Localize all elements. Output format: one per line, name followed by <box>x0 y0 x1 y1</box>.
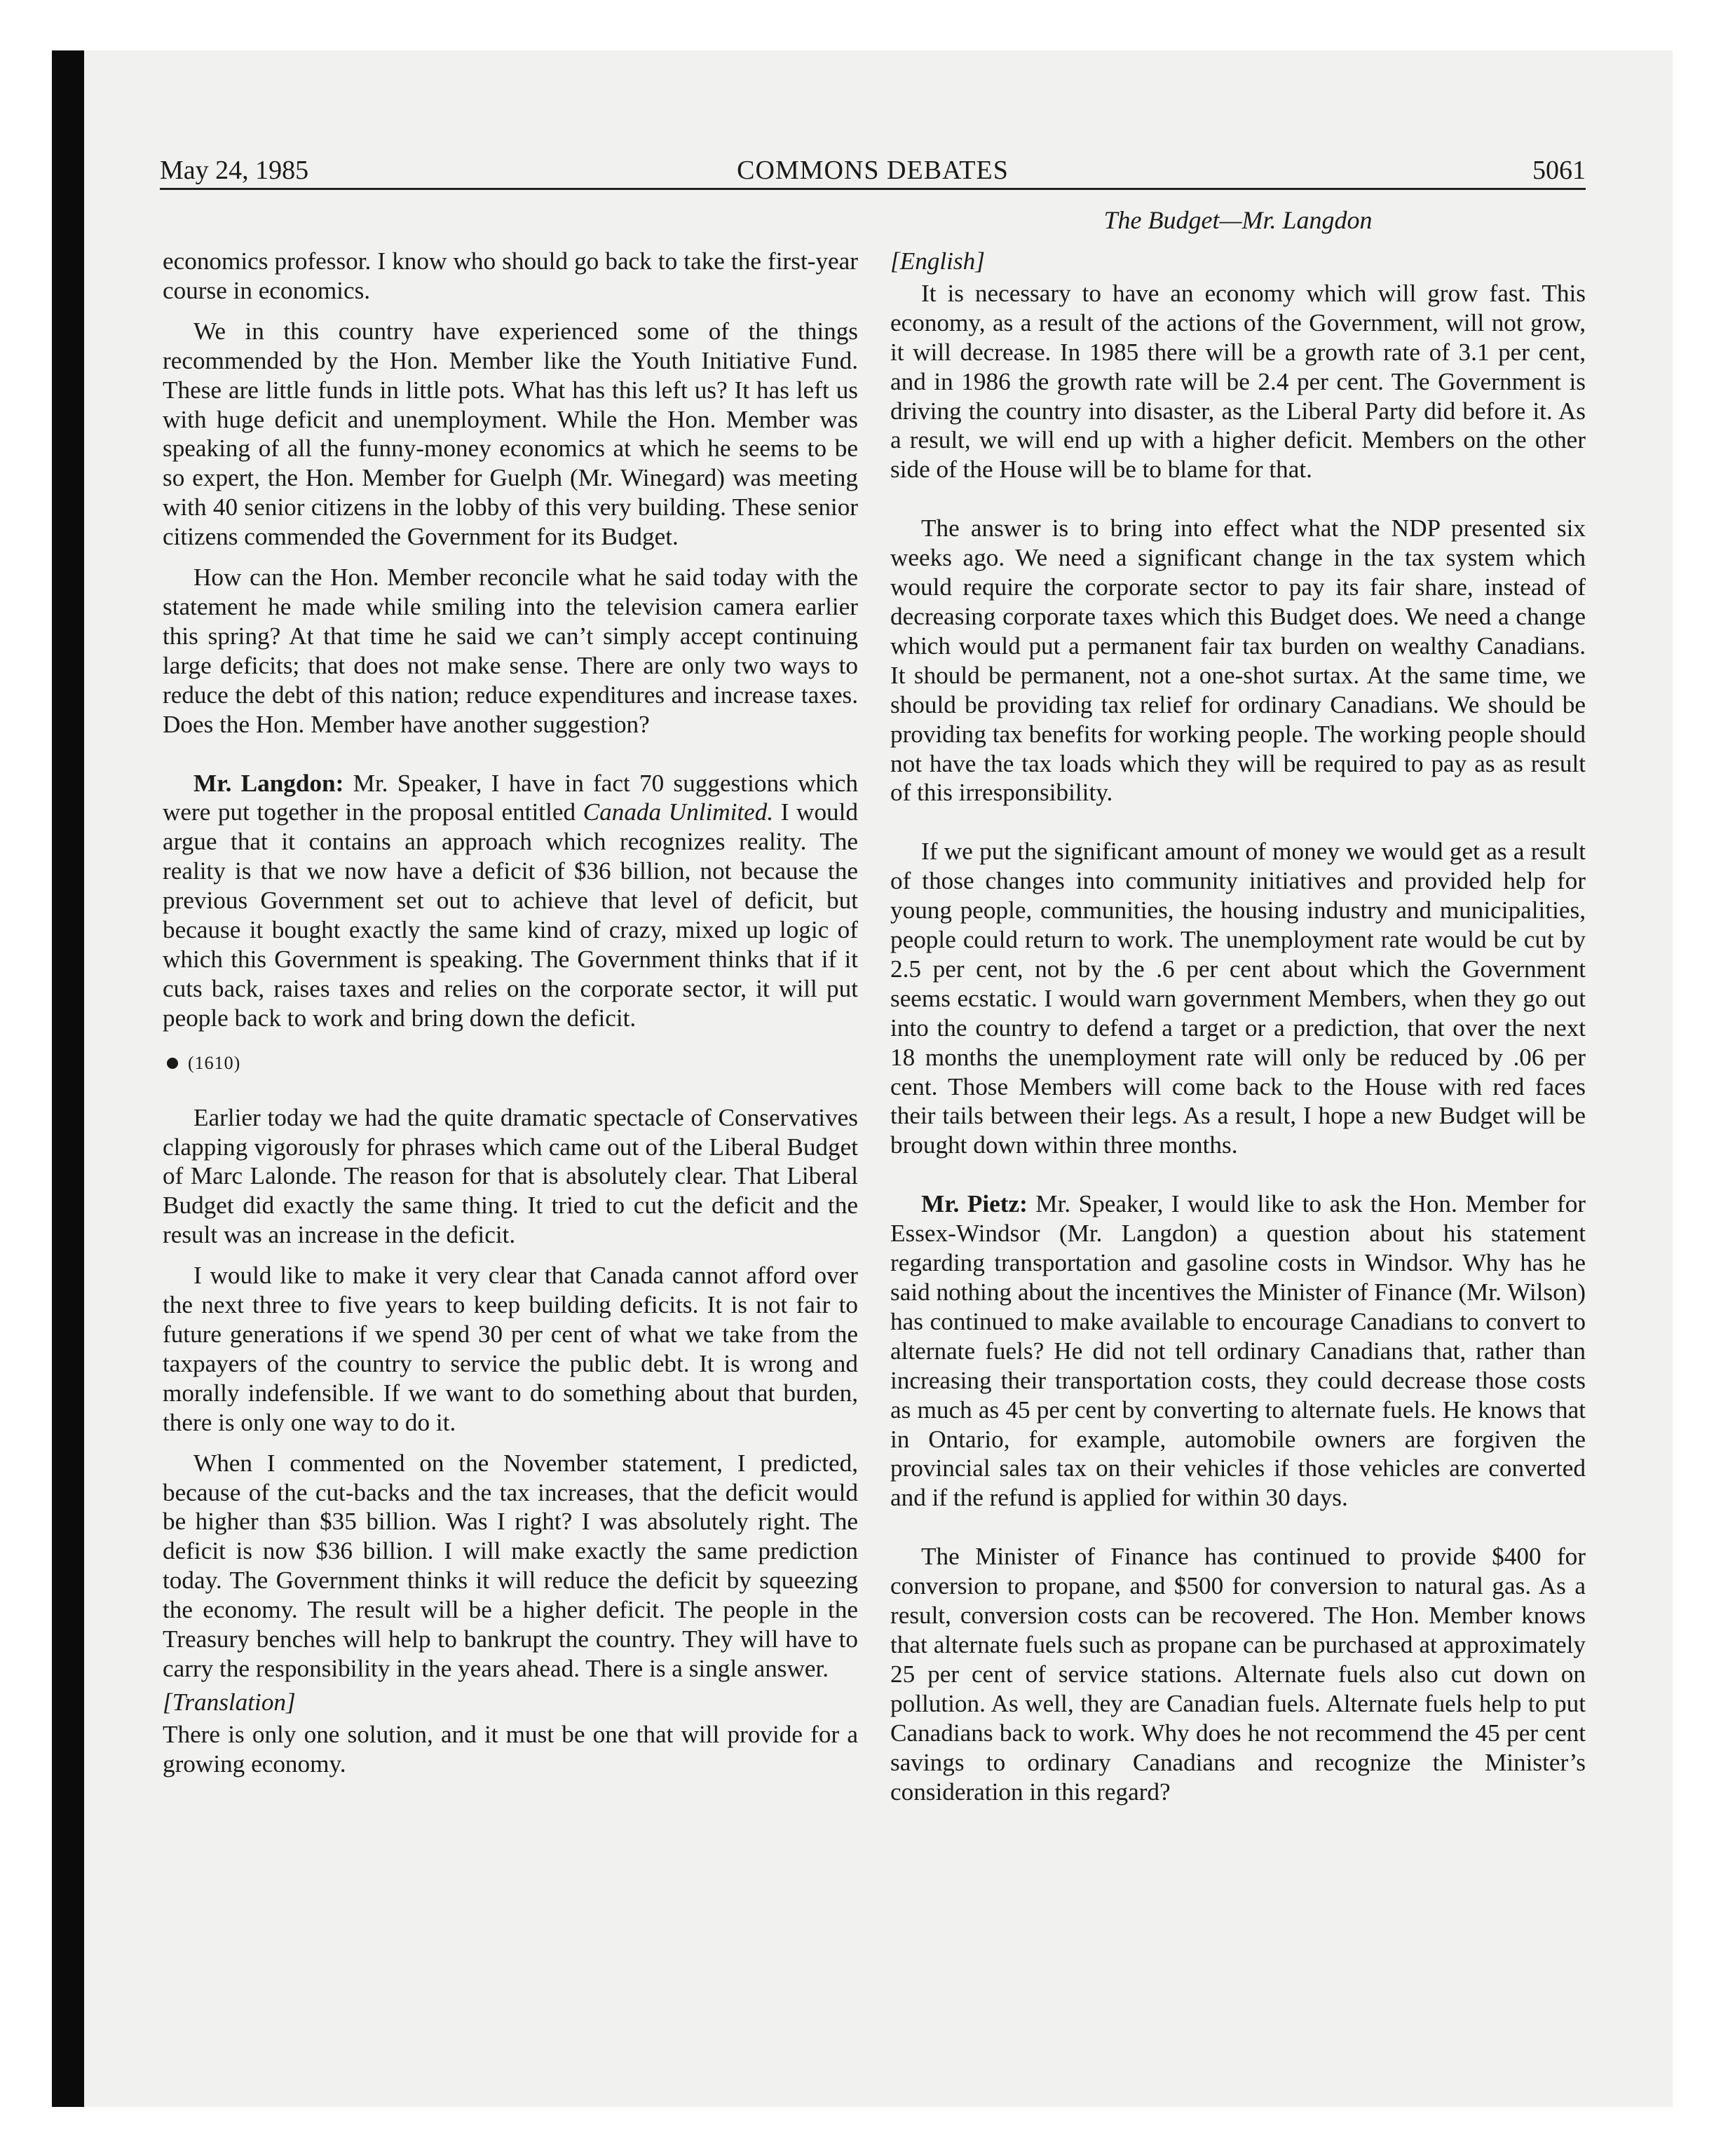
paragraph: The answer is to bring into effect what the NDP presented six weeks ago. We need a significant change in the tax system which would require the corporate sector to pay its fair share, instead of decreasing corporate taxes which this Budget does. We need a change which would put a permanent fair tax burden on wealthy Canadians. It should be permanent, not a one-shot surtax. At the same time, we should be providing tax relief for ordinary Canadians. We should be providing tax benefits for working people. The working people should not have the tax loads which they will be required to pay as as result of this irresponsibility. <box>890 514 1586 807</box>
language-note: [Translation] <box>163 1688 296 1716</box>
right-column <box>890 247 1586 1817</box>
paragraph: We in this country have experienced some of the things recommended by the Hon. Member like the Youth Initiative Fund. These are little funds in little pots. What has this left us? It has left us with huge deficit and unemployment. While the Hon. Member was speaking of all the funny-money economics at which he seems to be so expert, the Hon. Member for Guelph (Mr. Winegard) was meeting with 40 senior citizens in the lobby of this very building. These senior citizens commended the Government for its Budget. <box>163 317 858 551</box>
paragraph: I would like to make it very clear that Canada cannot afford over the next three to five years to keep building deficits. It is not fair to future generations if we spend 30 per cent of what we take from the taxpayers of the country to service the public debt. It is wrong and morally indefensible. If we want to do something about that burden, there is only one way to do it. <box>163 1262 858 1436</box>
speech-text: Mr. Speaker, I would like to ask the Hon. Member for Essex-Windsor (Mr. Langdon) a question about his statement regarding transportation and gasoline costs in Windsor. Why has he said nothing about the incentives the Minister of Finance (Mr. Wilson) has continued to make available to encourage Canadians to convert to alternate fuels? He did not tell ordinary Canadians that, rather than increasing their transportation costs, they could decrease those costs as much as 45 per cent by converting to alternate fuels. He knows that in Ontario, for example, automobile owners are forgiven the provincial sales tax on their vehicles if those vehicles are converted and if the refund is applied for within 30 days. <box>890 1190 1586 1512</box>
paragraph: economics professor. I know who should go back to take the first-year course in economics. <box>163 247 858 304</box>
paragraph: When I commented on the November statement, I predicted, because of the cut-backs and the tax increases, that the deficit would be higher than $35 billion. Was I right? I was absolutely right. The deficit is now $36 billion. I will make exactly the same prediction today. The Government thinks it will reduce the deficit by squeezing the economy. The result will be a higher deficit. The people in the Treasury benches will help to bankrupt the country. They will have to carry the responsibility in the years ahead. There is a single answer. <box>163 1449 858 1682</box>
speech-pietz <box>890 1189 1586 1513</box>
speaker-name: Mr. Pietz: <box>921 1190 1028 1218</box>
running-header <box>160 153 1586 190</box>
time-marker-text: (1610) <box>188 1052 241 1073</box>
paragraph: Earlier today we had the quite dramatic spectacle of Conservatives clapping vigorously for phrases which came out of the Liberal Budget of Marc Lalonde. The reason for that is absolutely clear. That Liberal Budget did exactly the same thing. It tried to cut the deficit and the result was an increase in the deficit. <box>163 1103 858 1249</box>
topic-heading: The Budget—Mr. Langdon <box>1103 206 1373 234</box>
scan-shadow-edge <box>52 50 84 2107</box>
paragraph: If we put the significant amount of money we would get as a result of those changes into community initiatives and provided help for young people, communities, the housing industry and municipalities, people could return to work. The unemployment rate would be cut by 2.5 per cent, not by the .6 per cent about which the Government seems ecstatic. I would warn government Members, when they go out into the country to defend a target or a prediction, that over the next 18 months the unemployment rate will only be reduced by .06 per cent. Those Members will come back to the House with red faces their tails between their legs. As a result, I hope a new Budget will be brought down within three months. <box>890 838 1586 1159</box>
header-page-number: 5061 <box>1532 156 1586 185</box>
header-date: May 24, 1985 <box>160 156 309 185</box>
language-note: [English] <box>890 247 985 275</box>
proposal-title: Canada Unlimited. <box>583 798 774 826</box>
speech-langdon <box>163 769 858 1033</box>
paragraph: It is necessary to have an economy which will grow fast. This economy, as a result of the actions of the Government, will not grow, it will decrease. In 1985 there will be a growth rate of 3.1 per cent, and in 1986 the growth rate will be 2.4 per cent. The Government is driving the country into disaster, as the Liberal Party did before it. As a result, we will end up with a higher deficit. Members on the other side of the House will be to blame for that. <box>890 279 1586 484</box>
speaker-name: Mr. Langdon: <box>193 769 344 797</box>
speech-text: I would argue that it contains an approach which recognizes reality. The reality is that we now have a deficit of $36 billion, not because the previous Government set out to achieve that level of deficit, but because it bought exactly the same kind of crazy, mixed up logic of which this Government is speaking. The Government thinks that if it cuts back, raises taxes and relies on the corporate sector, it will put people back to work and bring down the deficit. <box>163 798 859 1032</box>
paragraph: The Minister of Finance has continued to provide $400 for conversion to propane, and $500 for conversion to natural gas. As a result, conversion costs can be recovered. The Hon. Member knows that alternate fuels such as propane can be purchased at approximately 25 per cent of service stations. Alternate fuels also cut down on pollution. As well, they are Canadian fuels. Alternate fuels help to put Canadians back to work. Why does he not recommend the 45 per cent savings to ordinary Canadians and recognize the Minister’s consideration in this regard? <box>890 1543 1586 1806</box>
paragraph: There is only one solution, and it must be one that will provide for a growing economy. <box>163 1720 858 1778</box>
header-journal-title: COMMONS DEBATES <box>737 156 1009 185</box>
bullet-icon <box>167 1058 178 1069</box>
left-column <box>163 247 858 1790</box>
speech-text: Mr. Speaker, I have in fact 70 suggestions which were put together in the proposal entitled <box>163 769 858 826</box>
time-marker <box>163 1051 858 1075</box>
paragraph: How can the Hon. Member reconcile what he said today with the statement he made while smiling into the television camera earlier this spring? At that time he said we can’t simply accept continuing large deficits; that does not make sense. There are only two ways to reduce the debt of this nation; reduce expenditures and increase taxes. Does the Hon. Member have another suggestion? <box>163 564 858 738</box>
